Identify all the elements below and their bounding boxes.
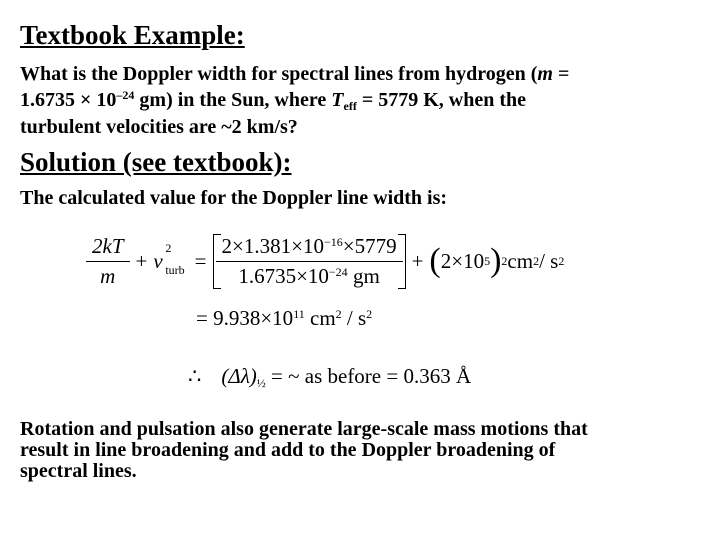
closing-line: Rotation and pulsation also generate large-scale mass motions that [20, 418, 588, 440]
den-part: 1.6735×10 [238, 263, 329, 288]
paren-content: 2×10 [440, 248, 485, 273]
doppler-width-result: = ~ as before = 0.363 Å [265, 364, 472, 388]
units: / s [539, 248, 559, 273]
v-superscript: 2 [165, 240, 172, 255]
question-text [20, 64, 569, 138]
den-part: gm [347, 263, 380, 288]
plus-sign: + [411, 248, 424, 273]
equation-1 [86, 225, 564, 297]
closing-line: result in line broadening and add to the Doppler broadening of [20, 439, 556, 461]
equation-3 [188, 364, 471, 391]
units-exponent: 2 [366, 307, 373, 321]
main-numerator [216, 234, 403, 262]
closing-paragraph [20, 419, 588, 482]
result-exponent: 11 [293, 307, 305, 321]
example-heading: Textbook Example: [20, 20, 245, 50]
doppler-width-symbol: (Δλ) [221, 364, 257, 388]
closing-line: spectral lines. [20, 460, 137, 482]
units-exponent: 2 [558, 253, 565, 268]
paren-square: 2 [501, 253, 508, 268]
plus-sign: + [135, 248, 148, 273]
close-paren: ) [490, 242, 502, 279]
lhs-fraction [86, 234, 130, 289]
therefore-symbol: ∴ [188, 364, 202, 388]
units-exponent: 2 [533, 253, 540, 268]
main-denominator [216, 262, 403, 289]
paren-exponent: 5 [484, 253, 491, 268]
question-line-1 [20, 64, 569, 85]
question-line-2 [20, 85, 569, 117]
question-text-part: = [552, 63, 570, 85]
bracketed-fraction [213, 234, 406, 289]
lhs-den-text: m [100, 263, 116, 288]
mass-symbol: m [537, 63, 553, 85]
result-value: = 9.938×10 [196, 306, 294, 330]
half-subscript: ½ [256, 376, 266, 390]
units: cm [304, 306, 336, 330]
num-part: 2×1.381×10 [221, 233, 324, 258]
question-text-part: = 5779 K, when the [356, 89, 527, 111]
question-text-part: gm) in the Sun, where [134, 89, 332, 111]
question-text-part: 1.6735 × 10 [20, 89, 117, 111]
v-subscript: turb [165, 262, 185, 277]
num-part: ×5779 [342, 233, 397, 258]
main-fraction [216, 234, 403, 289]
num-exponent: −16 [323, 234, 343, 249]
solution-heading: Solution (see textbook): [20, 147, 292, 177]
v-symbol: v [153, 248, 163, 273]
turbulent-velocity [153, 240, 188, 277]
question-line-3: turbulent velocities are ~2 km/s? [20, 116, 298, 138]
subscript: eff [343, 99, 357, 113]
lhs-num-text: 2kT [92, 233, 124, 258]
equation-2 [196, 306, 372, 331]
temperature-symbol: T [331, 89, 344, 111]
question-text-part: What is the Doppler width for spectral lines from hydrogen ( [20, 63, 538, 85]
units: / s [341, 306, 367, 330]
lhs-numerator [86, 234, 130, 262]
solution-intro: The calculated value for the Doppler line width is: [20, 187, 448, 209]
units: cm [507, 248, 534, 273]
lhs-denominator [86, 262, 130, 289]
den-exponent: −24 [328, 264, 348, 279]
equals-sign: = [194, 248, 207, 273]
units-exponent: 2 [335, 307, 342, 321]
open-paren: ( [429, 242, 441, 279]
exponent: –24 [116, 88, 135, 102]
